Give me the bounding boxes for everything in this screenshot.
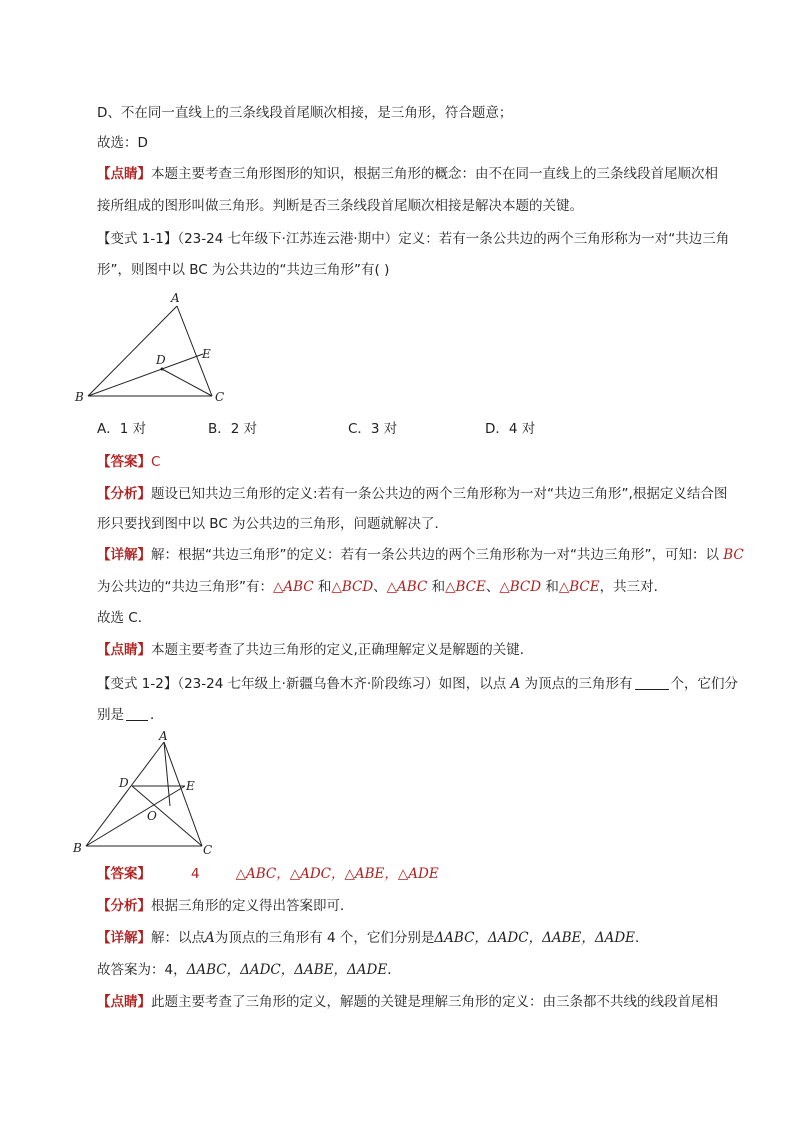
q2-label-d: D (119, 776, 129, 790)
q1-line-a (97, 229, 737, 249)
conjunction: 和 (313, 579, 332, 595)
q2-detail-line (97, 928, 737, 948)
final-answer-text: ． (387, 962, 401, 978)
d-option-line (97, 103, 737, 123)
question-text: ． (150, 707, 164, 723)
answer-blank (635, 675, 669, 690)
q1-label-e: E (202, 347, 211, 361)
comment-tag: 【点睛】 (97, 166, 151, 182)
variant-tag: 【变式 1-1】 (97, 231, 178, 247)
detail-text: ，共三对． (599, 579, 668, 595)
q1-option-b (208, 419, 257, 439)
math-triangle-list: ΔABC，ΔADC，ΔABE，ΔADE (186, 962, 388, 978)
q1-detail-line-b (97, 577, 737, 597)
option-label: C．3 对 (348, 421, 398, 437)
q1-answer-line (97, 452, 737, 472)
q1-option-c (348, 419, 397, 439)
d-option-text: D、不在同一直线上的三条线段首尾顺次相接，是三角形，符合题意； (97, 105, 513, 121)
q2-triangle-figure (66, 728, 226, 860)
conjunction: 和 (427, 579, 446, 595)
q1-choose-line (97, 608, 737, 628)
q2-comment-line (97, 992, 737, 1012)
comment-text: 本题主要考查三角形图形的知识，根据三角形的概念：由不在同一直线上的三条线段首尾顺次相 (151, 166, 718, 182)
analysis-tag: 【分析】 (97, 486, 151, 502)
q1-detail-line-a (97, 545, 744, 565)
comment1-line-b (97, 196, 737, 216)
answer-value: C (151, 454, 161, 470)
q2-analysis-line (97, 896, 737, 916)
question-text: 为顶点的三角形有 (520, 676, 633, 692)
q2-label-b: B (73, 841, 82, 855)
answer-list: △ABC，△ADC，△ABE，△ADE (235, 866, 439, 882)
math-triangle: △ABC (273, 579, 314, 595)
question-text: 别是 (97, 707, 124, 723)
math-point: A (205, 930, 215, 946)
detail-text: 为公共边的“共边三角形”有： (97, 579, 273, 595)
comment-tag: 【点睛】 (97, 994, 151, 1010)
q1-analysis-line-a (97, 484, 737, 504)
comment-text: 此题主要考查了三角形的定义，解题的关键是理解三角形的定义：由三条都不共线的线段首尾相 (151, 994, 718, 1010)
detail-text: 解：根据“共边三角形”的定义：若有一条公共边的两个三角形称为一对“共边三角形”，可知：以 (151, 547, 724, 563)
separator: 、 (373, 579, 387, 595)
comment-text: 本题主要考查了共边三角形的定义,正确理解定义是解题的关键． (151, 642, 534, 658)
analysis-text: 根据三角形的定义得出答案即可． (151, 898, 354, 914)
q2-line-b (97, 705, 737, 725)
detail-text: ． (635, 930, 649, 946)
q1-analysis-line-b (97, 514, 737, 534)
q1-label-c: C (215, 390, 225, 404)
detail-text: 解：以点 (151, 930, 205, 946)
option-label: B．2 对 (208, 421, 258, 437)
question-text: （23-24 七年级上·新疆乌鲁木齐·阶段练习）如图，以点 (177, 676, 511, 692)
answer-tag: 【答案】 (97, 866, 151, 882)
q2-label-e: E (186, 779, 195, 793)
q2-line-a (97, 674, 737, 694)
answer-count: 4 (191, 866, 200, 882)
q1-label-d: D (156, 353, 166, 367)
q1-option-a (97, 419, 146, 439)
q2-label-o: O (147, 809, 157, 823)
q1-label-b: B (75, 390, 84, 404)
detail-tag: 【详解】 (97, 547, 151, 563)
detail-tag: 【详解】 (97, 930, 151, 946)
comment-text: 接所组成的图形叫做三角形。判断是否三条线段首尾顺次相接是解决本题的关键。 (97, 198, 583, 214)
analysis-tag: 【分析】 (97, 898, 151, 914)
math-bc: BC (723, 547, 744, 563)
q2-label-a: A (159, 729, 168, 743)
question-text: （23-24 七年级下·江苏连云港·期中）定义：若有一条公共边的两个三角形称为一对“共边三角 (177, 231, 730, 247)
option-label: D．4 对 (485, 421, 536, 437)
math-triangle: △BCE (558, 579, 600, 595)
question-text: 形”，则图中以 BC 为公共边的“共边三角形”有( ) (97, 262, 390, 278)
q2-answer-line (97, 864, 737, 884)
q1-comment-line (97, 640, 737, 660)
choose-text: 故选 C． (97, 610, 152, 626)
separator: 、 (485, 579, 500, 595)
answer-blank (126, 706, 148, 721)
q1-triangle-figure (70, 288, 240, 408)
variant-tag: 【变式 1-2】 (97, 676, 178, 692)
comment-tag: 【点睛】 (97, 642, 151, 658)
analysis-text: 题设已知共边三角形的定义:若有一条公共边的两个三角形称为一对“共边三角形”,根据定义结合图 (151, 486, 728, 502)
conjunction: 和 (541, 579, 559, 595)
q2-label-c: C (203, 843, 213, 857)
math-triangle: △BCD (331, 579, 374, 595)
q2-final-line (97, 960, 737, 980)
math-triangle: △ABC (386, 579, 428, 595)
math-triangle: △BCD (499, 579, 542, 595)
option-label: A．1 对 (97, 421, 147, 437)
math-triangle: △BCE (445, 579, 486, 595)
choose-d-text: 故选：D (97, 135, 148, 151)
question-text: 个，它们分 (670, 676, 739, 692)
q1-line-b (97, 260, 737, 280)
comment1-line-a (97, 164, 737, 184)
analysis-text: 形只要找到图中以 BC 为公共边的三角形，问题就解决了． (97, 516, 449, 532)
q1-label-a: A (171, 291, 180, 305)
math-point: A (510, 676, 521, 692)
math-triangle-list: ΔABC，ΔADC，ΔABE，ΔADE (434, 930, 636, 946)
q1-option-d (485, 419, 535, 439)
detail-text: 为顶点的三角形有 4 个，它们分别是 (214, 930, 435, 946)
answer-tag: 【答案】 (97, 454, 151, 470)
choose-d-line (97, 133, 737, 153)
final-answer-text: 故答案为：4， (97, 962, 187, 978)
